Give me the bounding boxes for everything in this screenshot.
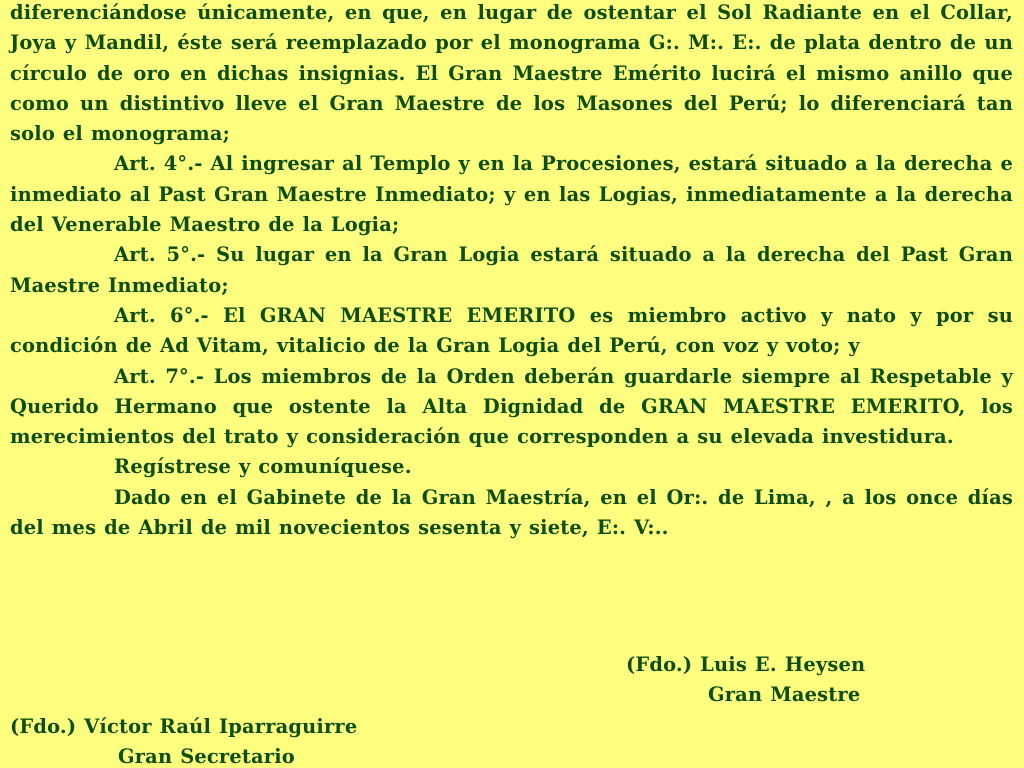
paragraph-continuation: diferenciándose únicamente, en que, en lugar de ostentar el Sol Radiante en el Collar, Joya y Mandil, éste será reemplazado por el monograma G:. M:. E:. de plata dentro de un círculo de oro en dichas insignias. El Gran Maestre Emérito lucirá el mismo anillo que como un distintivo lleve el Gran Maestre de los Masones del Perú; lo diferenciará tan solo el monograma; [10, 1, 1013, 146]
article-5: Art. 5°.- Su lugar en la Gran Logia estará situado a la derecha del Past Gran Maestre Inmediato; [10, 243, 1013, 297]
grand-master-title: Gran Maestre [708, 683, 861, 706]
register-clause: Regístrese y comuníquese. [114, 455, 412, 479]
dated-clause: Dado en el Gabinete de la Gran Maestría, en el Or:. de Lima, , a los once días del mes de Abril de mil novecientos sesenta y siete, E:. V:.. [10, 485, 1013, 540]
article-7: Art. 7°.- Los miembros de la Orden deberán guardarle siempre al Respetable y Querido Hermano que ostente la Alta Dignidad de GRAN MAESTRE EMERITO, los merecimientos del trato y consideración que corresponden a su elevada investidura. [10, 364, 1013, 449]
grand-master-signature: (Fdo.) Luis E. Heysen [626, 653, 866, 676]
article-4: Art. 4°.- Al ingresar al Templo y en la Procesiones, estará situado a la derecha e inmediato al Past Gran Maestre Inmediato; y en las Logias, inmediatamente a la derecha del Venerable Maestro de la Logia; [10, 152, 1013, 237]
document-body [10, 0, 1013, 543]
secretary-signature: (Fdo.) Víctor Raúl Iparraguirre [10, 715, 358, 738]
secretary-title: Gran Secretario [118, 745, 295, 768]
article-6: Art. 6°.- El GRAN MAESTRE EMERITO es miembro activo y nato y por su condición de Ad Vitam, vitalicio de la Gran Logia del Perú, con voz y voto; y [10, 303, 1013, 358]
